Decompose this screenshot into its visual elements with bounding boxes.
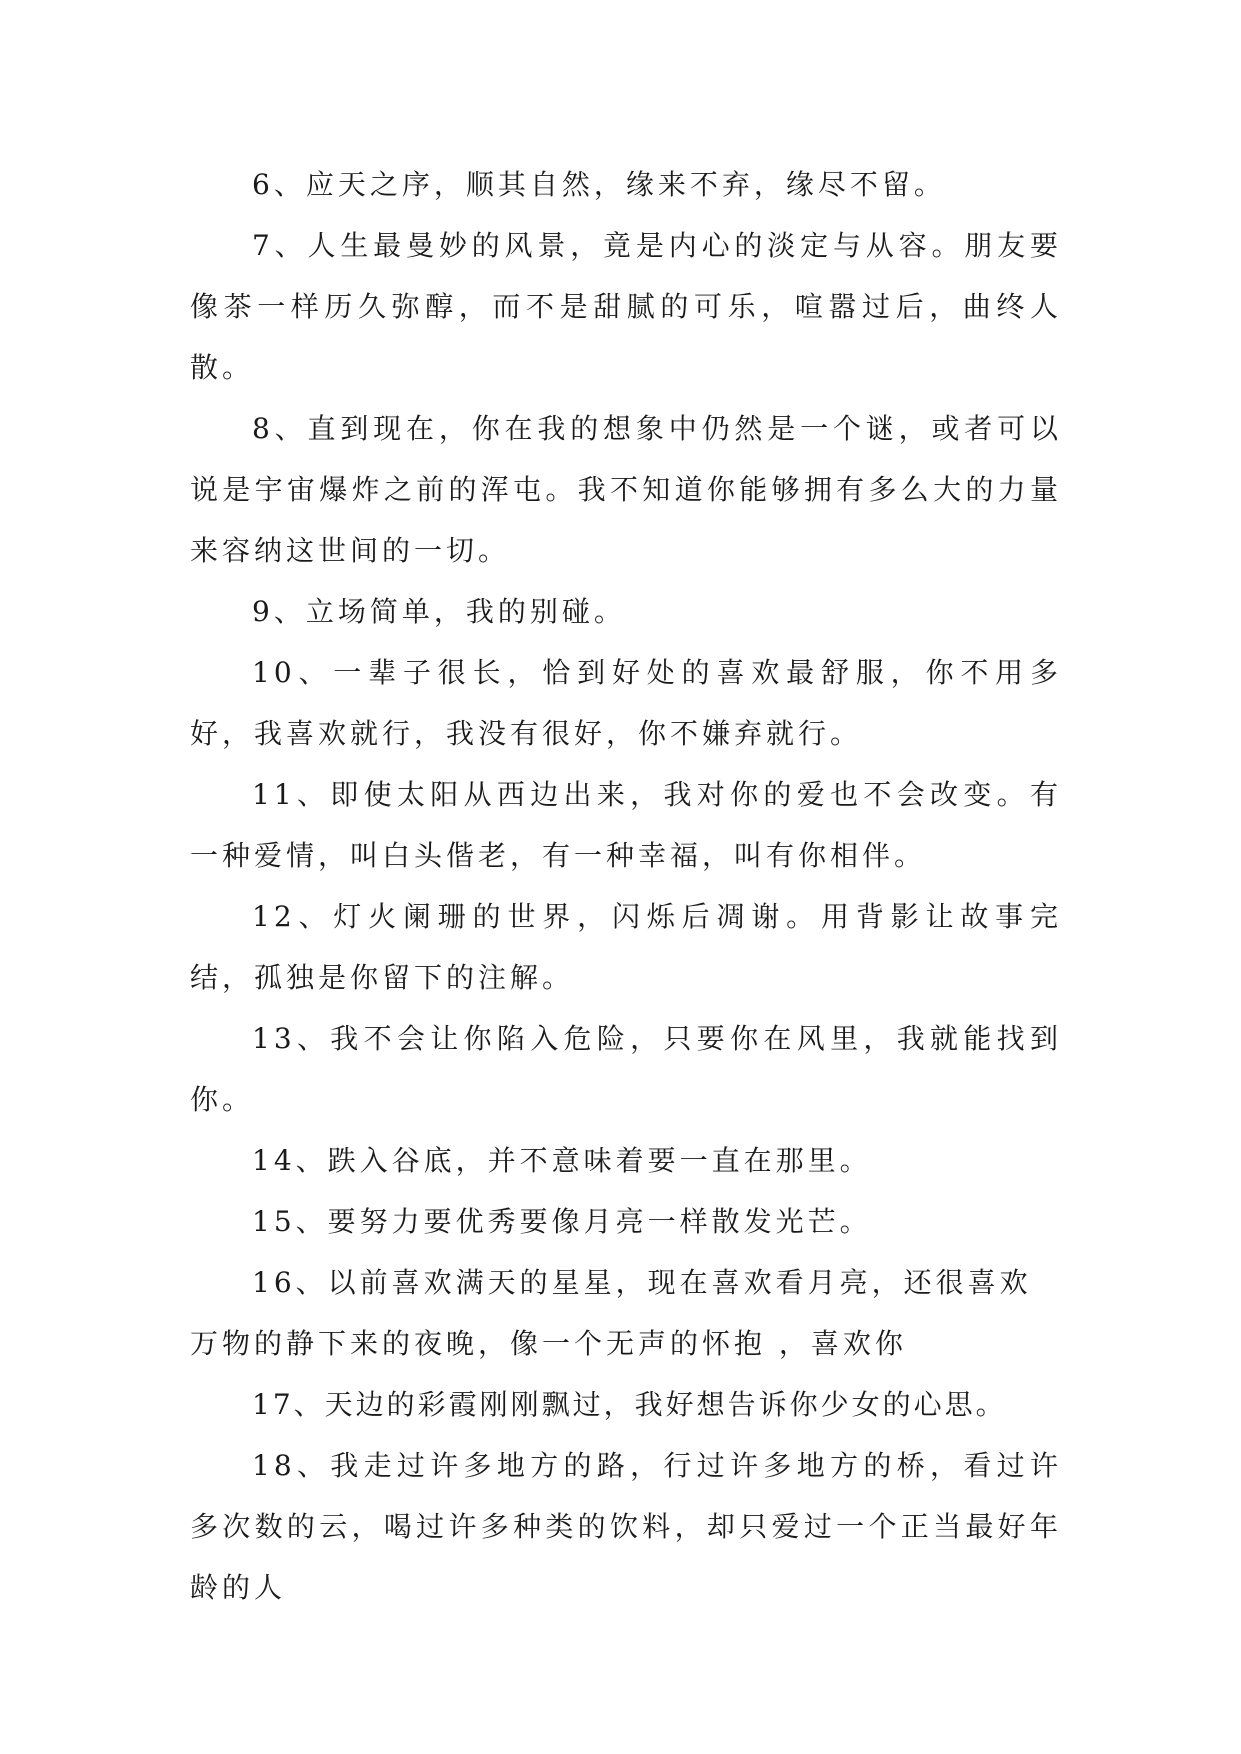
paragraph-11: 11、即使太阳从西边出来，我对你的爱也不会改变。有一种爱情，叫白头偕老，有一种幸福，叫有你相伴。 — [190, 778, 1062, 872]
paragraph-9: 9、立场简单，我的别碰。 — [252, 595, 626, 628]
document-body — [190, 154, 1062, 1618]
paragraph-17: 17、天边的彩霞刚刚飘过，我好想告诉你少女的心思。 — [252, 1388, 1007, 1421]
paragraph-6: 6、应天之序，顺其自然，缘来不弃，缘尽不留。 — [252, 168, 946, 201]
paragraph-14: 14、跌入谷底，并不意味着要一直在那里。 — [252, 1144, 872, 1177]
paragraph-8: 8、直到现在，你在我的想象中仍然是一个谜，或者可以说是宇宙爆炸之前的浑屯。我不知道你能够拥有多么大的力量来容纳这世间的一切。 — [190, 412, 1062, 567]
paragraph-18: 18、我走过许多地方的路，行过许多地方的桥，看过许多次数的云，喝过许多种类的饮料，却只爱过一个正当最好年龄的人 — [190, 1449, 1062, 1604]
paragraph-13: 13、我不会让你陷入危险，只要你在风里，我就能找到你。 — [190, 1022, 1062, 1116]
paragraph-16: 16、以前喜欢满天的星星，现在喜欢看月亮，还很喜欢万物的静下来的夜晚，像一个无声的怀抱 ，喜欢你 — [190, 1266, 1032, 1360]
paragraph-7: 7、人生最曼妙的风景，竟是内心的淡定与从容。朋友要像茶一样历久弥醇，而不是甜腻的可乐，喧嚣过后，曲终人散。 — [190, 229, 1062, 384]
paragraph-12: 12、灯火阑珊的世界，闪烁后凋谢。用背影让故事完结，孤独是你留下的注解。 — [190, 900, 1062, 994]
paragraph-10: 10、一辈子很长，恰到好处的喜欢最舒服，你不用多好，我喜欢就行，我没有很好，你不嫌弃就行。 — [190, 656, 1062, 750]
paragraph-15: 15、要努力要优秀要像月亮一样散发光芒。 — [252, 1205, 872, 1238]
